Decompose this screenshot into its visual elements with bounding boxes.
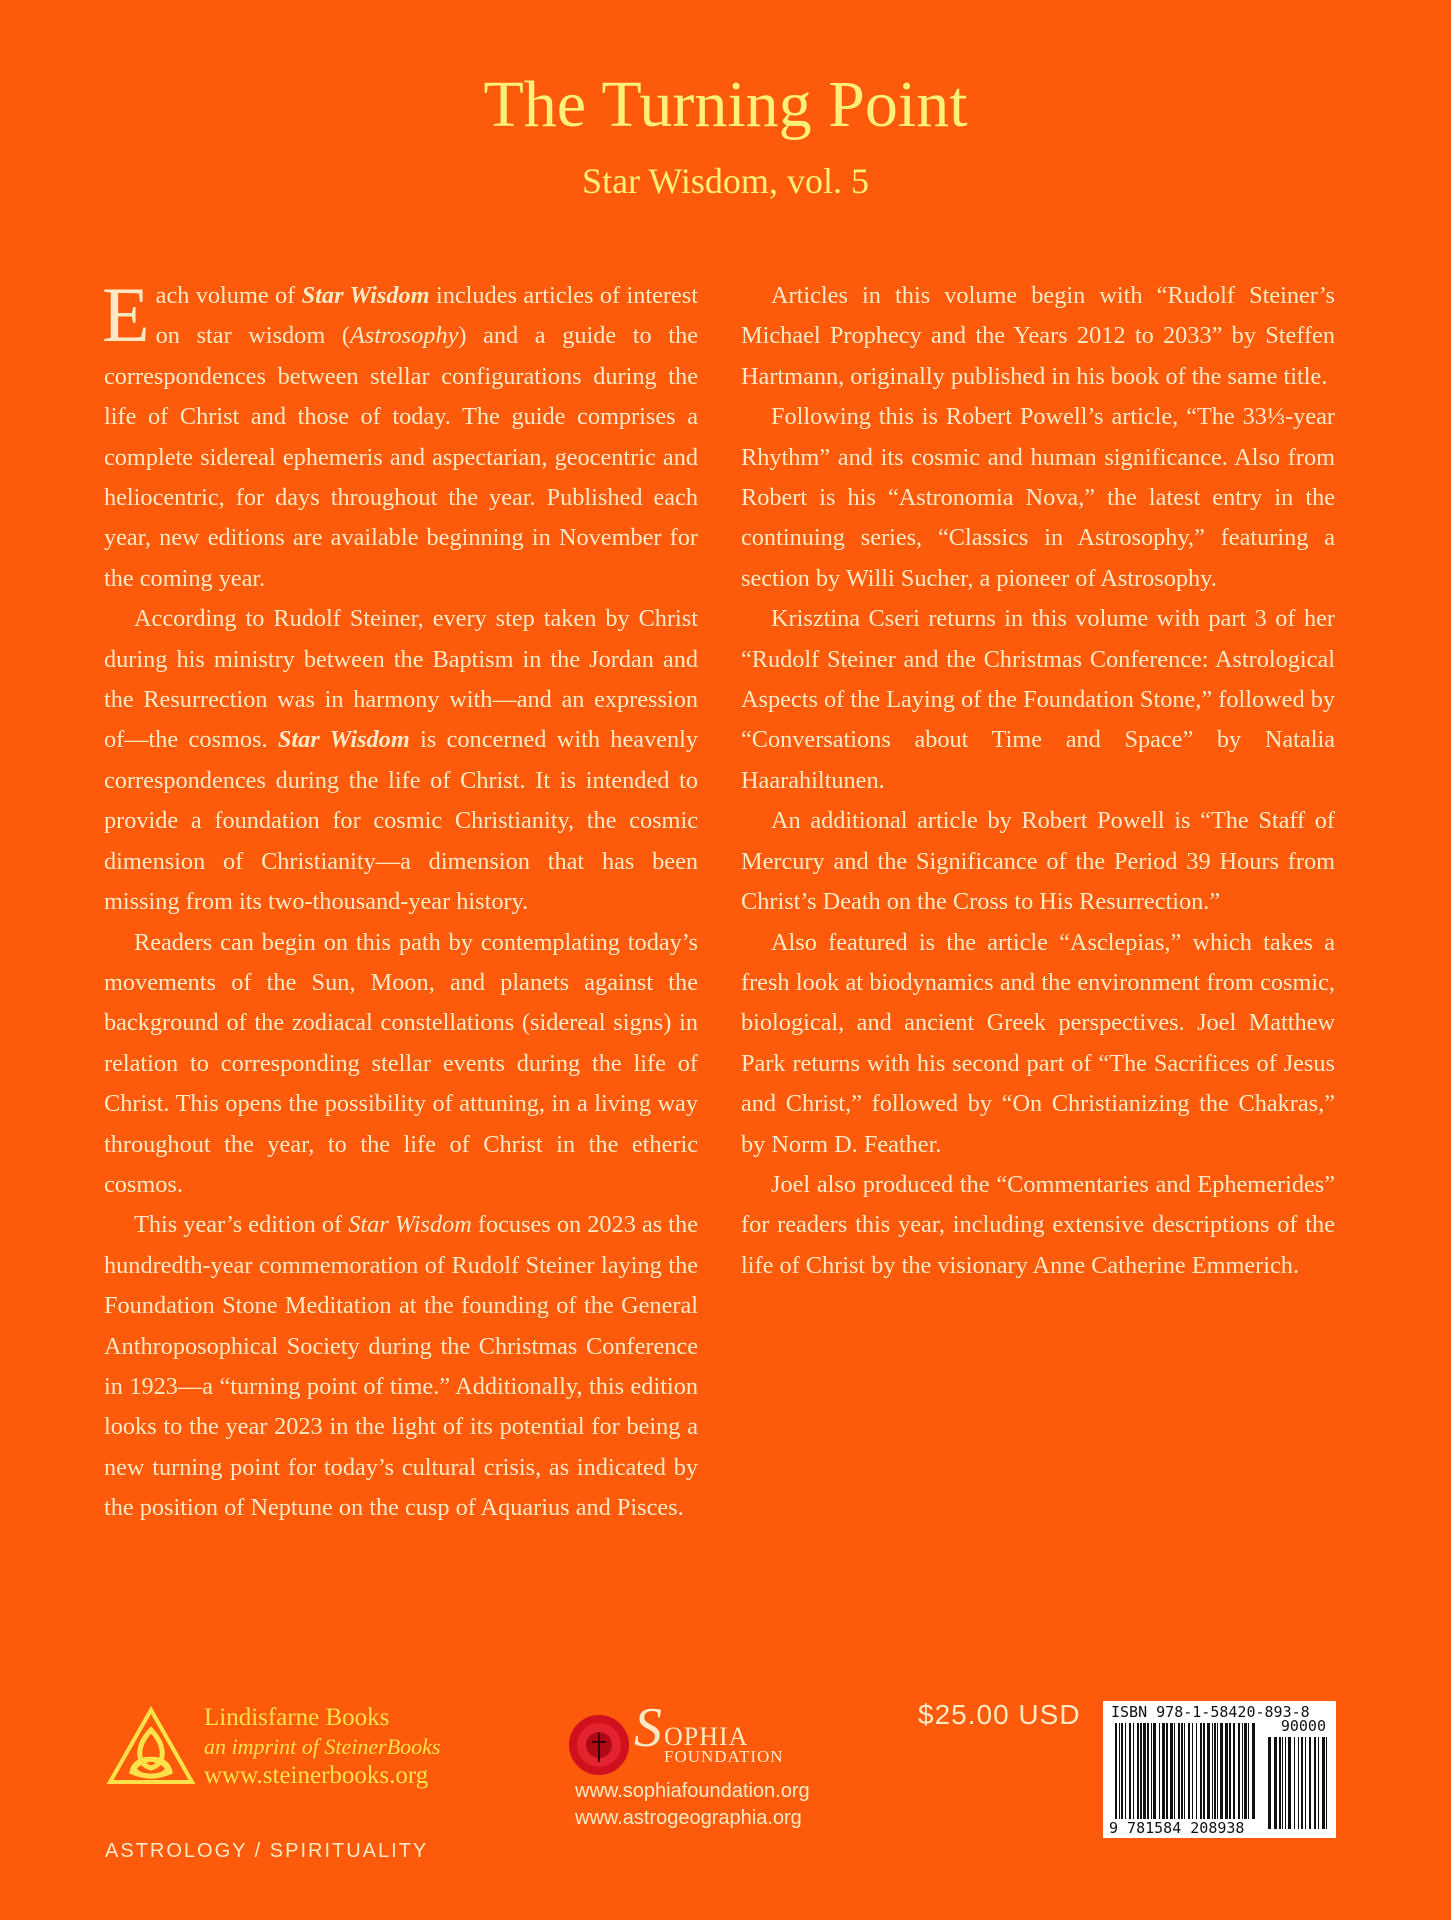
- barcode-bar: [1274, 1737, 1277, 1829]
- barcode-bar: [1212, 1723, 1213, 1819]
- text-segment: is concerned with heavenly correspondences during the life of Christ. It is intended to provide a foundation for cosmic Christianity, the cosmic dimension of Christianity—a dimension that has been missing from its two-thousand-year history.: [104, 726, 698, 916]
- barcode-bar: [1294, 1737, 1295, 1829]
- emphasis-text: Astrosophy: [349, 322, 459, 350]
- text-segment: An additional article by Robert Powell is “The Staff of Mercury and the Significance of the Period 39 Hours from Christ’s Death on the Cross to His Resurrection.”: [741, 807, 1335, 916]
- publisher-info: [204, 1703, 440, 1790]
- barcode-bar: [1200, 1723, 1202, 1819]
- blurb-paragraph: [102, 271, 698, 599]
- barcode-bar: [1129, 1723, 1131, 1819]
- barcode-bar: [1133, 1723, 1134, 1819]
- barcode-bar: [1285, 1737, 1286, 1829]
- partner-urls: [575, 1778, 810, 1832]
- barcode-bar: [1115, 1723, 1117, 1819]
- category-label: ASTROLOGY / SPIRITUALITY: [105, 1840, 429, 1862]
- barcode-bar: [1207, 1723, 1210, 1819]
- publisher-name: Lindisfarne Books: [204, 1704, 390, 1731]
- text-segment: Readers can begin on this path by contemplating today’s movements of the Sun, Moon, and planets against the background of the zodiacal constellations (sidereal signs) in relation to corresponding stellar events during the life of Christ. This opens the possibility of attuning, in a living way throughout the year, to the life of Christ in the etheric cosmos.: [104, 928, 698, 1198]
- ean-number: 9 781584 208938: [1109, 1819, 1245, 1837]
- barcode-bar: [1268, 1737, 1271, 1829]
- barcode-bar: [1159, 1723, 1160, 1819]
- barcode-bar: [1137, 1723, 1139, 1819]
- barcode-bar: [1125, 1723, 1126, 1819]
- barcode-bar: [1322, 1737, 1325, 1829]
- barcode-bar: [1252, 1723, 1255, 1819]
- barcode-bar: [1244, 1723, 1247, 1819]
- text-segment: Krisztina Cseri returns in this volume with part 3 of her “Rudolf Steiner and the Christmas Conference: Astrological Aspects of the Laying of the Foundation Stone,” followed by “Conversations about Time and Space” by Natalia Haarahiltunen.: [741, 605, 1335, 794]
- barcode-bar: [1225, 1723, 1228, 1819]
- barcode-bar: [1298, 1737, 1299, 1829]
- barcode-bar: [1238, 1723, 1240, 1819]
- barcode-bar: [1220, 1723, 1223, 1819]
- barcode-bar: [1233, 1723, 1235, 1819]
- barcode-bar: [1196, 1723, 1197, 1819]
- text-segment: This year’s edition of: [134, 1211, 349, 1239]
- barcode-bar: [1314, 1737, 1316, 1829]
- barcode-bar: [1318, 1737, 1319, 1829]
- barcode-bar: [1229, 1723, 1231, 1819]
- text-segment: Articles in this volume begin with “Rudolf Steiner’s Michael Prophecy and the Years 2012 to 2033” by Steffen Hartmann, originally published in his book of the same title.: [741, 282, 1335, 390]
- text-segment: Following this is Robert Powell’s article, “The 33⅓-year Rhythm” and its cosmic and human significance. Also from Robert is his “Astronomia Nova,” the latest entry in the continuing series, “Classics in Astrosophy,” featuring a section by Willi Sucher, a pioneer of Astrosophy.: [741, 403, 1335, 592]
- drop-cap: E: [102, 271, 150, 358]
- blurb-paragraph: [741, 801, 1335, 922]
- barcode-bar: [1147, 1723, 1149, 1819]
- barcode-bar: [1188, 1723, 1190, 1819]
- barcode-bar: [1166, 1723, 1168, 1819]
- barcode-bar: [1170, 1723, 1173, 1819]
- barcode-bar: [1140, 1723, 1142, 1819]
- barcode-bar: [1248, 1723, 1249, 1819]
- blurb-paragraph: [741, 1165, 1335, 1286]
- triquetra-triangle-icon: [106, 1706, 196, 1786]
- text-segment: focuses on 2023 as the hundredth-year commemoration of Rudolf Steiner laying the Foundation Stone Meditation at the founding of the General Anthroposophical Society during the Christmas Conference in 1923—a “turning point of time.” Additionally, this edition looks to the year 2023 in the light of its potential for being a new turning point for today’s cultural crisis, as indicated by the position of Neptune on the cusp of Aquarius and Pisces.: [104, 1211, 698, 1522]
- emphasis-text: Star Wisdom: [301, 282, 430, 309]
- blurb-paragraph: [104, 923, 698, 1206]
- barcode-bar: [1242, 1723, 1243, 1819]
- barcode-bar: [1192, 1723, 1193, 1819]
- text-segment: According to Rudolf Steiner, every step taken by Christ during his ministry between the Baptism in the Jordan and the Resurrection was in harmony with—and an expression of—the cosmos.: [104, 605, 698, 754]
- barcode-bar: [1217, 1723, 1218, 1819]
- barcode-bar: [1309, 1737, 1311, 1829]
- text-segment: Also featured is the article “Asclepias,” which takes a fresh look at biodynamics and the environment from cosmic, biological, and ancient Greek perspectives. Joel Matthew Park returns with his second part of “The Sacrifices of Jesus and Christ,” followed by “On Christianizing the Chakras,” by Norm D. Feather.: [741, 928, 1335, 1158]
- partner-url: www.sophiafoundation.org: [575, 1780, 810, 1802]
- barcode-bar: [1326, 1737, 1327, 1829]
- emphasis-text: Star Wisdom: [277, 726, 410, 754]
- isbn-barcode: [1103, 1701, 1336, 1838]
- blurb-paragraph: [104, 1205, 698, 1528]
- publisher-url: www.steinerbooks.org: [204, 1762, 429, 1789]
- isbn-text: ISBN 978-1-58420-893-8: [1111, 1703, 1310, 1721]
- blurb-paragraph: [741, 923, 1335, 1165]
- blurb-paragraph: [104, 599, 698, 922]
- text-segment: ach volume of: [155, 282, 302, 309]
- barcode-bar: [1301, 1737, 1303, 1829]
- blurb-paragraph: [741, 599, 1335, 801]
- barcode-bar: [1184, 1723, 1185, 1819]
- barcode-bar: [1288, 1737, 1291, 1829]
- text-segment: Joel also produced the “Commentaries and Ephemerides” for readers this year, including extensive descriptions of the life of Christ by the visionary Anne Catherine Emmerich.: [741, 1170, 1335, 1279]
- barcode-bar: [1279, 1737, 1281, 1829]
- text-segment: ) and a guide to the correspondences between stellar configurations during the life of Christ and those of today. The guide comprises a complete sidereal ephemeris and aspectarian, geocentric and heliocentric, for days throughout the year. Published each year, new editions are available beginning in November for the coming year.: [104, 322, 698, 592]
- price: $25.00 USD: [918, 1699, 1081, 1730]
- book-subtitle: Star Wisdom, vol. 5: [582, 161, 869, 201]
- emphasis-text: Star Wisdom: [348, 1211, 472, 1239]
- barcode-bar: [1162, 1723, 1165, 1819]
- barcode-addon: 90000: [1280, 1717, 1326, 1735]
- blurb-paragraph: [741, 276, 1335, 397]
- barcode-bar: [1121, 1723, 1123, 1819]
- book-title: The Turning Point: [483, 68, 968, 141]
- barcode-bar: [1178, 1723, 1180, 1819]
- barcode-bar: [1282, 1737, 1283, 1829]
- barcode-bar: [1151, 1723, 1152, 1819]
- barcode-bar: [1305, 1737, 1306, 1829]
- barcode-bar: [1181, 1723, 1183, 1819]
- barcode-bar: [1203, 1723, 1205, 1819]
- text-segment: includes articles of interest on star wisdom (: [155, 282, 698, 350]
- barcode-bar: [1119, 1723, 1120, 1819]
- barcode-bar: [1214, 1723, 1216, 1819]
- rose-cross-icon: [566, 1712, 632, 1778]
- barcode-bar: [1153, 1723, 1156, 1819]
- barcode-bar: [1174, 1723, 1175, 1819]
- partner-url: www.astrogeographia.org: [575, 1807, 802, 1829]
- cover-blurb: [102, 271, 1335, 1576]
- publisher-imprint: an imprint of SteinerBooks: [204, 1734, 441, 1759]
- barcode-bar: [1143, 1723, 1146, 1819]
- blurb-paragraph: [741, 397, 1335, 599]
